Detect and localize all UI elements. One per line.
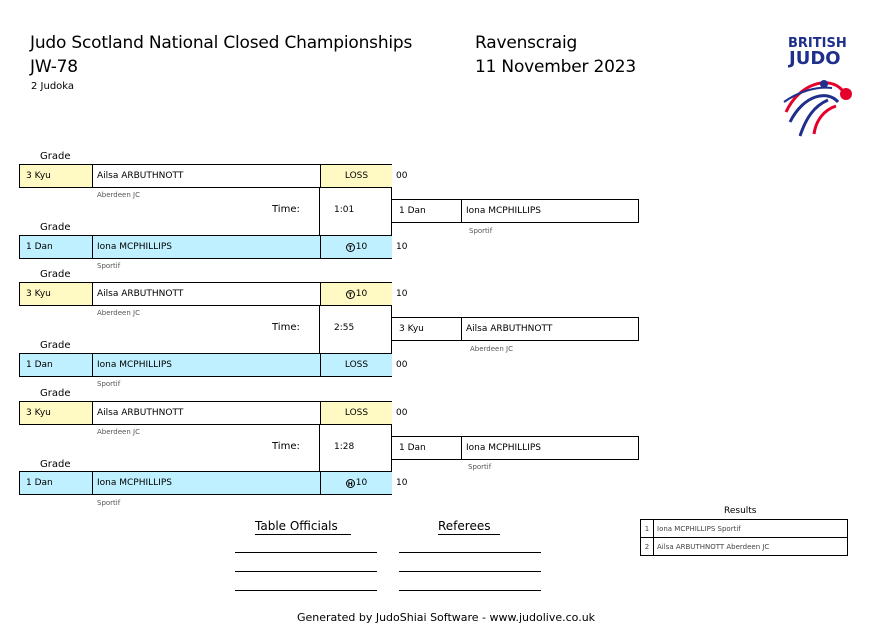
blue-score: 10 — [396, 242, 408, 252]
time-label: Time: — [272, 204, 300, 215]
white-result — [320, 283, 392, 305]
blue-result-text: 10 — [355, 242, 368, 252]
bracket-line — [319, 188, 320, 235]
blue-result-text: LOSS — [344, 360, 369, 370]
blue-club: Sportif — [97, 499, 121, 507]
blue-name: Iona MCPHILLIPS — [92, 472, 320, 494]
results-row — [641, 520, 848, 538]
score-mark-icon: T — [346, 243, 355, 252]
heading-underline — [255, 534, 351, 535]
grade-label: Grade — [40, 459, 71, 470]
score-mark-icon: H — [347, 480, 353, 488]
winner-club: Aberdeen JC — [470, 345, 513, 353]
heading-underline — [438, 534, 500, 535]
blue-club: Sportif — [97, 262, 121, 270]
results-position: 1 — [641, 520, 654, 538]
signature-line — [399, 552, 541, 553]
logo-text-british: BRITISH — [788, 36, 847, 51]
bracket-line — [319, 425, 320, 471]
contest-2-winner-box — [391, 317, 639, 341]
white-result-text: LOSS — [344, 171, 369, 181]
blue-result — [320, 236, 392, 258]
signature-line — [235, 590, 377, 591]
judo-figures-icon — [780, 72, 860, 138]
blue-result — [320, 354, 392, 376]
signature-line — [399, 590, 541, 591]
category-label: JW-78 — [30, 57, 78, 77]
contest-2-blue-row[interactable] — [19, 353, 392, 377]
table-officials-heading: Table Officials — [255, 519, 338, 533]
contest-time: 2:55 — [334, 323, 355, 333]
white-name: Ailsa ARBUTHNOTT — [92, 402, 320, 424]
winner-grade: 1 Dan — [399, 443, 426, 453]
white-score: 00 — [396, 171, 408, 181]
white-grade: 3 Kyu — [20, 402, 92, 424]
contest-time: 1:01 — [334, 205, 355, 215]
signature-line — [235, 552, 377, 553]
winner-grade: 3 Kyu — [399, 324, 424, 334]
blue-result-text: 10 — [355, 478, 368, 488]
white-result — [320, 402, 392, 424]
blue-grade: 1 Dan — [20, 236, 92, 258]
grade-label: Grade — [40, 388, 71, 399]
judoka-count: 2 Judoka — [31, 81, 75, 92]
score-mark-icon: T — [346, 290, 355, 299]
white-club: Aberdeen JC — [97, 191, 140, 199]
contest-3-white-row[interactable] — [19, 401, 392, 425]
winner-club: Sportif — [469, 227, 493, 235]
footer-credit: Generated by JudoShiai Software - www.judolive.co.uk — [297, 611, 596, 624]
results-row — [641, 538, 848, 556]
winner-name: Iona MCPHILLIPS — [461, 437, 638, 459]
results-entry: Iona MCPHILLIPS Sportif — [654, 520, 848, 538]
british-judo-logo — [780, 34, 860, 144]
contest-1-white-row[interactable] — [19, 164, 392, 188]
grade-label: Grade — [40, 222, 71, 233]
time-label: Time: — [272, 322, 300, 333]
winner-club: Sportif — [468, 463, 492, 471]
white-score: 00 — [396, 408, 408, 418]
blue-name: Iona MCPHILLIPS — [92, 236, 320, 258]
results-entry: Ailsa ARBUTHNOTT Aberdeen JC — [654, 538, 848, 556]
winner-grade: 1 Dan — [399, 206, 426, 216]
event-title: Judo Scotland National Closed Championships — [30, 33, 413, 53]
white-score: 10 — [396, 289, 408, 299]
blue-grade: 1 Dan — [20, 354, 92, 376]
white-name: Ailsa ARBUTHNOTT — [92, 165, 320, 187]
contest-2-white-row[interactable] — [19, 282, 392, 306]
results-position: 2 — [641, 538, 654, 556]
white-grade: 3 Kyu — [20, 165, 92, 187]
logo-text-judo: JUDO — [789, 48, 841, 69]
grade-label: Grade — [40, 340, 71, 351]
bracket-line — [319, 306, 320, 353]
contest-time: 1:28 — [334, 442, 355, 452]
white-result-text: 10 — [355, 289, 368, 299]
blue-name: Iona MCPHILLIPS — [92, 354, 320, 376]
white-result — [320, 165, 392, 187]
blue-score: 00 — [396, 360, 408, 370]
signature-line — [399, 571, 541, 572]
blue-result — [320, 472, 392, 494]
time-label: Time: — [272, 441, 300, 452]
contest-3-blue-row[interactable] — [19, 471, 392, 495]
blue-score: 10 — [396, 478, 408, 488]
contest-1-winner-box — [391, 199, 639, 223]
winner-name: Iona MCPHILLIPS — [461, 200, 638, 222]
event-date: 11 November 2023 — [475, 57, 636, 77]
results-table — [640, 519, 848, 556]
blue-grade: 1 Dan — [20, 472, 92, 494]
blue-club: Sportif — [97, 380, 121, 388]
white-name: Ailsa ARBUTHNOTT — [92, 283, 320, 305]
white-club: Aberdeen JC — [97, 428, 140, 436]
contest-3-winner-box — [391, 436, 639, 460]
winner-name: Ailsa ARBUTHNOTT — [461, 318, 638, 340]
venue: Ravenscraig — [475, 33, 578, 53]
grade-label: Grade — [40, 269, 71, 280]
referees-heading: Referees — [438, 519, 491, 533]
white-result-text: LOSS — [344, 408, 369, 418]
contest-1-blue-row[interactable] — [19, 235, 392, 259]
white-grade: 3 Kyu — [20, 283, 92, 305]
grade-label: Grade — [40, 151, 71, 162]
signature-line — [235, 571, 377, 572]
white-club: Aberdeen JC — [97, 309, 140, 317]
results-title: Results — [724, 506, 757, 516]
